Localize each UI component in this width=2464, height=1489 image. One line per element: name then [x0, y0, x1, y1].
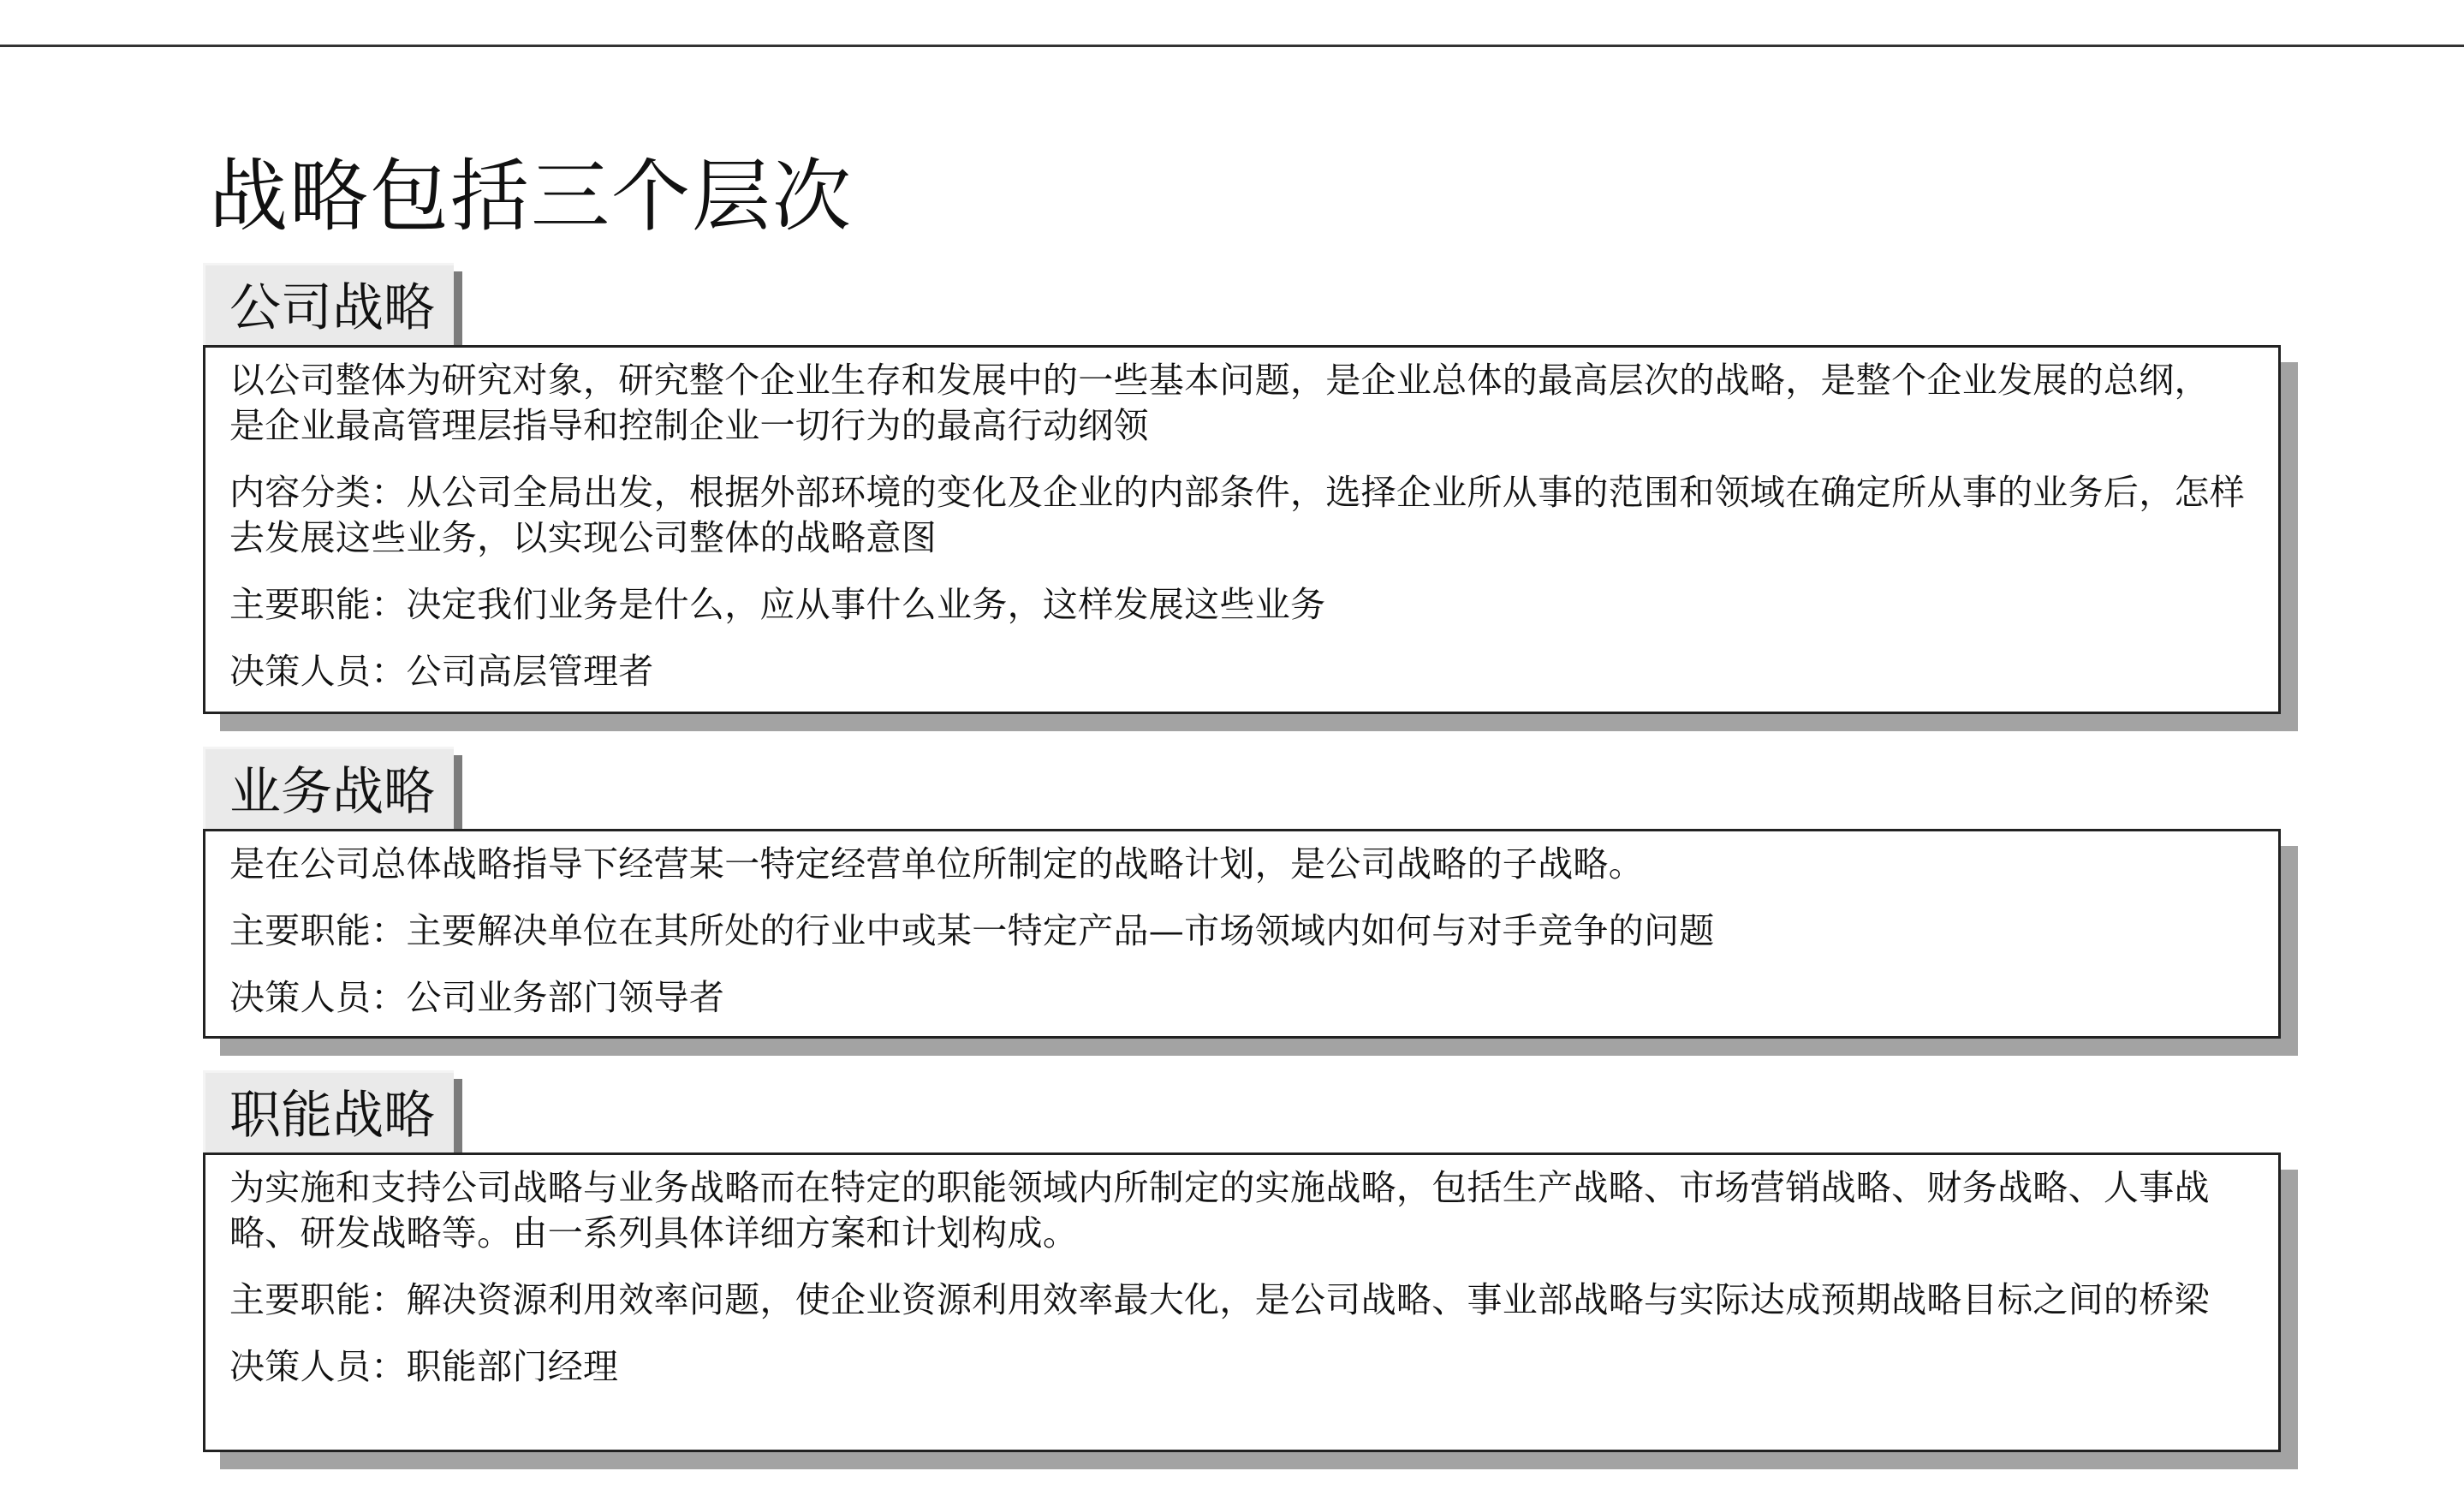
- section-paragraph: 决策人员：职能部门经理: [229, 1346, 619, 1387]
- section-heading: 业务战略: [229, 762, 435, 822]
- section-paragraph: 决策人员：公司业务部门领导者: [229, 977, 725, 1018]
- section-tab: [203, 1070, 454, 1153]
- section-functional-strategy: [203, 1070, 2300, 1481]
- section-tab: [203, 263, 454, 346]
- section-tab: [203, 747, 454, 830]
- top-divider: [0, 45, 2464, 47]
- section-content-box: [203, 345, 2281, 714]
- section-paragraph: 主要职能：解决资源利用效率问题，使企业资源利用效率最大化，是公司战略、事业部战略与实际达成预期战略目标之间的桥梁: [229, 1279, 2210, 1320]
- section-paragraph: 以公司整体为研究对象，研究整个企业生存和发展中的一些基本问题，是企业总体的最高层次的战略，是整个企业发展的总纲， 是企业最高管理层指导和控制企业一切行为的最高行动纲领: [229, 360, 2228, 446]
- section-corporate-strategy: [203, 263, 2300, 734]
- page-title: 战略包括三个层次: [209, 150, 854, 242]
- section-content-box: [203, 1152, 2281, 1452]
- section-paragraph: 内容分类：从公司全局出发，根据外部环境的变化及企业的内部条件，选择企业所从事的范围和领域在确定所从事的业务后，怎样去发展这些业务，以实现公司整体的战略意图: [229, 472, 2246, 558]
- section-paragraph: 是在公司总体战略指导下经营某一特定经营单位所制定的战略计划，是公司战略的子战略。: [229, 843, 1644, 884]
- section-heading: 公司战略: [229, 278, 435, 338]
- section-paragraph: 为实施和支持公司战略与业务战略而在特定的职能领域内所制定的实施战略，包括生产战略、市场营销战略、财务战略、人事战略、研发战略等。由一系列具体详细方案和计划构成。: [229, 1167, 2210, 1254]
- section-paragraph: 主要职能：主要解决单位在其所处的行业中或某一特定产品—市场领域内如何与对手竞争的问题: [229, 910, 1715, 951]
- section-content-box: [203, 829, 2281, 1039]
- section-business-strategy: [203, 747, 2300, 1063]
- section-paragraph: 决策人员：公司高层管理者: [229, 651, 654, 692]
- section-paragraph: 主要职能：决定我们业务是什么，应从事什么业务，这样发展这些业务: [229, 584, 1326, 625]
- section-heading: 职能战略: [229, 1086, 435, 1146]
